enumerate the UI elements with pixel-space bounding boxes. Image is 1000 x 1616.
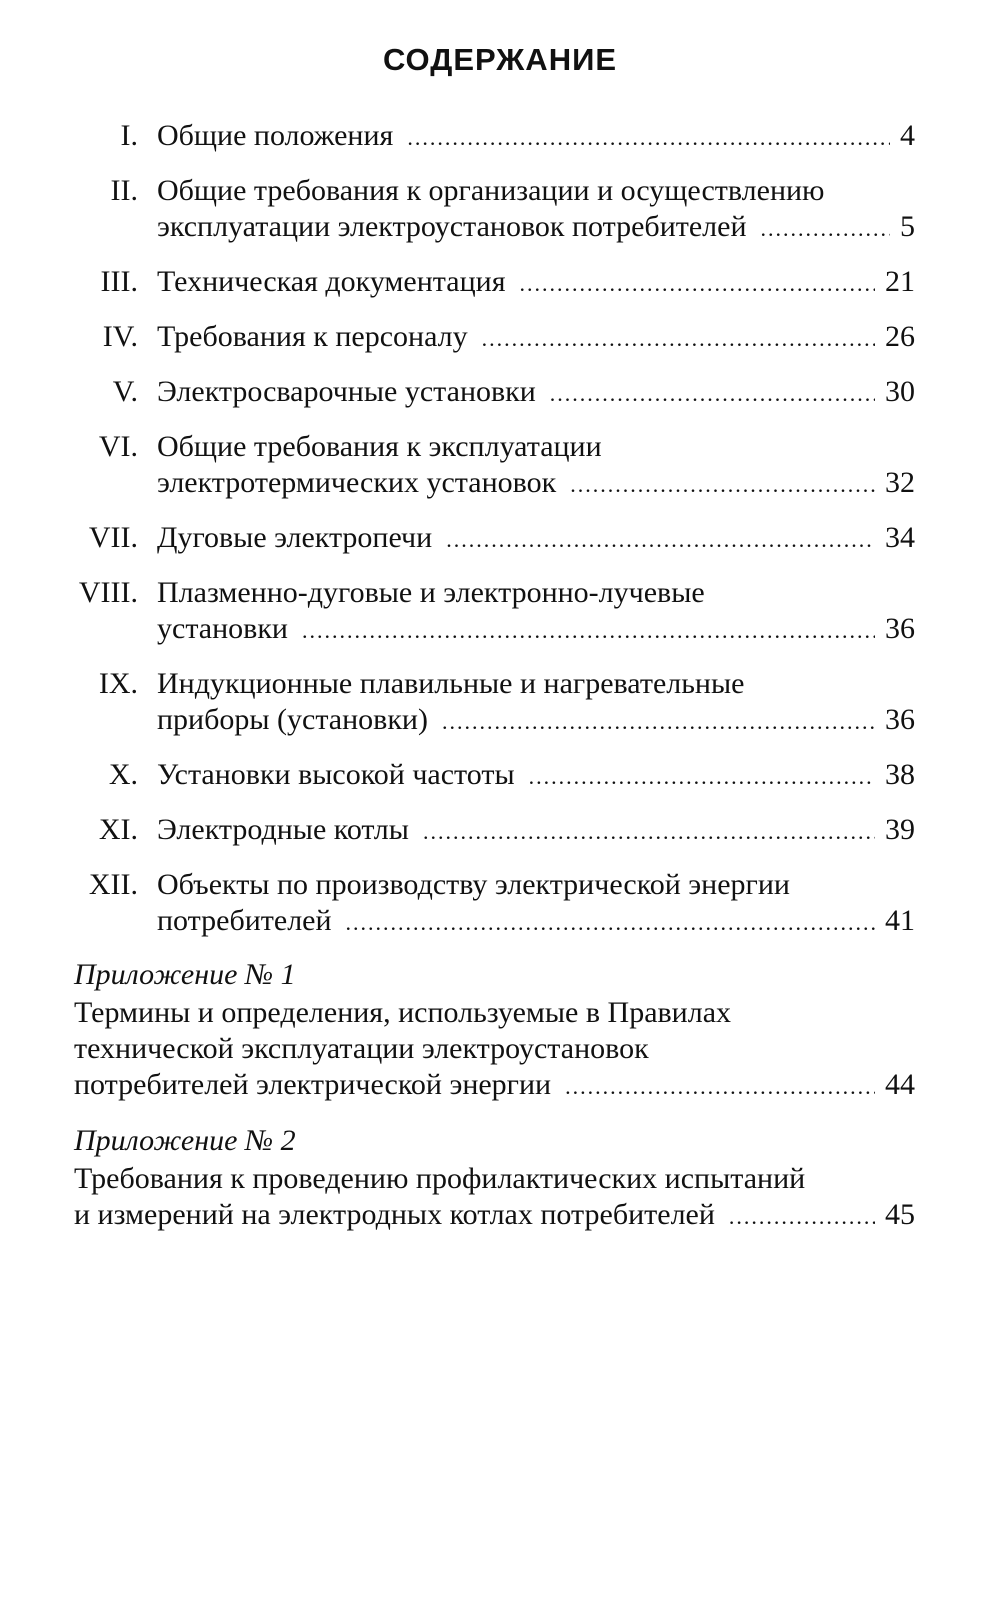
page-number: 39	[885, 813, 915, 846]
page-number: 45	[885, 1198, 915, 1231]
leader-dots	[442, 704, 875, 740]
section-number: XI.	[98, 813, 138, 846]
section-title: эксплуатации электроустановок потребителей	[157, 210, 747, 243]
leader-dots	[482, 321, 875, 357]
page-number: 30	[885, 375, 915, 408]
page-number: 38	[885, 758, 915, 791]
section-title: Общие требования к организации и осуществлению	[157, 174, 825, 207]
section-number: III.	[100, 265, 138, 298]
appendix-title: Термины и определения, используемые в Правилах	[74, 996, 732, 1029]
toc-entry	[0, 520, 1000, 558]
appendix-title: Требования к проведению профилактических испытаний	[74, 1162, 806, 1195]
section-number: IX.	[98, 667, 138, 700]
section-number: VI.	[98, 430, 138, 463]
page-number: 41	[885, 904, 915, 937]
section-number: VII.	[88, 521, 138, 554]
section-number: IV.	[102, 320, 138, 353]
leader-dots	[565, 1069, 875, 1105]
page-number: 21	[885, 265, 915, 298]
toc-entry	[0, 757, 1000, 795]
page-title: СОДЕРЖАНИЕ	[382, 42, 618, 77]
section-title: Плазменно-дуговые и электронно-лучевые	[157, 576, 705, 609]
toc-entry	[0, 812, 1000, 850]
leader-dots	[302, 613, 875, 649]
appendix-title: и измерений на электродных котлах потребителей	[74, 1198, 715, 1231]
toc-entry	[0, 575, 1000, 649]
section-title: электротермических установок	[157, 466, 557, 499]
page-number: 34	[885, 521, 915, 554]
section-title: Требования к персоналу	[157, 320, 468, 353]
page-number: 5	[900, 210, 915, 243]
section-title: Установки высокой частоты	[157, 758, 515, 791]
toc-entry	[0, 374, 1000, 412]
toc-entry	[0, 319, 1000, 357]
section-number: XII.	[88, 868, 138, 901]
toc-entry	[0, 264, 1000, 302]
leader-dots	[570, 467, 875, 503]
page-number: 32	[885, 466, 915, 499]
leader-dots	[550, 376, 875, 412]
section-number: V.	[112, 375, 138, 408]
section-title: Общие требования к эксплуатации	[157, 430, 602, 463]
section-title: Электросварочные установки	[157, 375, 536, 408]
page-number: 26	[885, 320, 915, 353]
page-number: 36	[885, 612, 915, 645]
page-number: 44	[885, 1068, 915, 1101]
appendix-list	[0, 957, 1000, 1253]
leader-dots	[729, 1199, 875, 1235]
section-title: потребителей	[157, 904, 332, 937]
toc-entry	[0, 666, 1000, 740]
appendix-entry	[0, 957, 1000, 1105]
toc-entry	[0, 118, 1000, 156]
section-title: приборы (установки)	[157, 703, 428, 736]
appendix-title: технической эксплуатации электроустановок	[74, 1032, 649, 1065]
toc-entry	[0, 173, 1000, 247]
leader-dots	[446, 522, 875, 558]
section-title: установки	[157, 612, 288, 645]
leader-dots	[407, 120, 890, 156]
section-number: I.	[120, 119, 138, 152]
appendix-label: Приложение № 1	[74, 958, 296, 991]
section-title: Общие положения	[157, 119, 394, 152]
section-number: X.	[108, 758, 138, 791]
section-title: Объекты по производству электрической энергии	[157, 868, 790, 901]
section-number: II.	[110, 174, 138, 207]
section-title: Дуговые электропечи	[157, 521, 433, 554]
leader-dots	[423, 814, 875, 850]
leader-dots	[529, 759, 875, 795]
toc-entry	[0, 867, 1000, 941]
section-title: Электродные котлы	[157, 813, 409, 846]
page-number: 36	[885, 703, 915, 736]
leader-dots	[520, 266, 876, 302]
toc-entry	[0, 429, 1000, 503]
leader-dots	[346, 905, 875, 941]
section-number: VIII.	[78, 576, 138, 609]
toc-list	[0, 118, 1000, 958]
appendix-title: потребителей электрической энергии	[74, 1068, 552, 1101]
section-title: Техническая документация	[157, 265, 506, 298]
section-title: Индукционные плавильные и нагревательные	[157, 667, 745, 700]
page-number: 4	[900, 119, 915, 152]
leader-dots	[761, 211, 890, 247]
appendix-label: Приложение № 2	[74, 1124, 296, 1157]
appendix-entry	[0, 1123, 1000, 1235]
